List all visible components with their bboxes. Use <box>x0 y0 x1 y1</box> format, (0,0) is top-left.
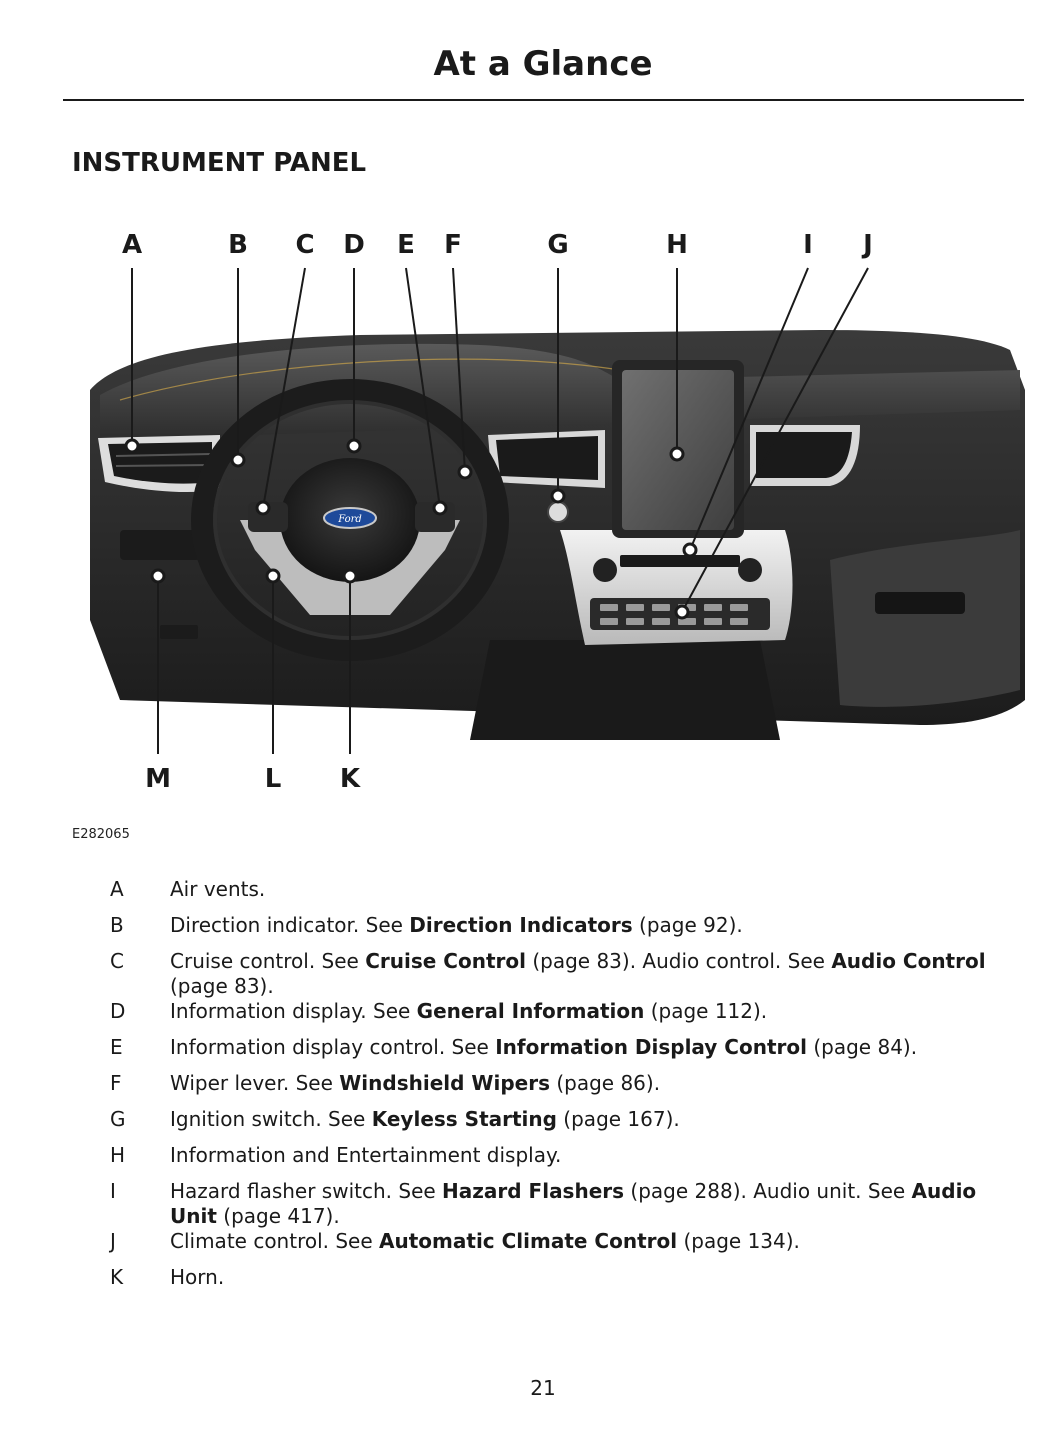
legend-item <box>100 1143 1030 1179</box>
instrument-panel-figure <box>60 220 1040 820</box>
title-rule <box>63 99 1024 101</box>
legend-item <box>100 1229 1030 1265</box>
callout-e: E <box>397 230 415 260</box>
legend-description <box>170 1179 1030 1229</box>
ignition-button <box>548 502 568 522</box>
page-title: At a Glance <box>433 44 653 84</box>
legend-text-span: Air vents. <box>170 877 266 901</box>
callout-i: I <box>803 230 813 260</box>
legend-text-span: (page 134). <box>677 1229 800 1253</box>
legend-text-span: Direction indicator. See <box>170 913 410 937</box>
cross-reference: Keyless Starting <box>371 1107 557 1131</box>
legend-description <box>170 1229 1030 1254</box>
legend-item <box>100 1107 1030 1143</box>
cross-reference: Automatic Climate Control <box>379 1229 678 1253</box>
legend-description <box>170 1035 1030 1060</box>
callout-k: K <box>339 764 361 794</box>
callout-l: L <box>264 764 282 794</box>
section-heading: INSTRUMENT PANEL <box>72 148 367 178</box>
legend-text-span: Hazard flasher switch. See <box>170 1179 443 1203</box>
legend-text-span: (page 288). Audio unit. See <box>624 1179 912 1203</box>
legend-description <box>170 877 1030 902</box>
callout-b: B <box>228 230 248 260</box>
legend-key: K <box>110 1265 124 1289</box>
legend-text-span: Information and Entertainment display. <box>170 1143 562 1167</box>
glovebox-handle <box>875 592 965 614</box>
legend-description <box>170 1107 1030 1132</box>
legend-description <box>170 1071 1030 1096</box>
legend-text-span: (page 417). <box>216 1204 340 1228</box>
legend-text-span: (page 167). <box>556 1107 680 1131</box>
cross-reference: Audio Unit <box>170 1179 977 1228</box>
callout-f: F <box>444 230 462 260</box>
legend-key: C <box>110 949 124 973</box>
legend-text-span: (page 83). <box>170 974 274 998</box>
cross-reference: Direction Indicators <box>409 913 633 937</box>
legend-text-span: (page 83). Audio control. See <box>525 949 832 973</box>
cross-reference: Audio Control <box>831 949 986 973</box>
page-number: 21 <box>530 1376 556 1400</box>
legend-key: E <box>110 1035 123 1059</box>
legend-key: B <box>110 913 124 937</box>
legend-key: A <box>110 877 124 901</box>
callout-j: J <box>863 230 873 260</box>
legend-list <box>100 877 1030 1301</box>
legend-description <box>170 949 1030 999</box>
legend-key: J <box>110 1229 116 1253</box>
cross-reference: Cruise Control <box>365 949 526 973</box>
cross-reference: Hazard Flashers <box>442 1179 625 1203</box>
legend-item <box>100 1071 1030 1107</box>
legend-text-span: Horn. <box>170 1265 225 1289</box>
ford-badge-text: Ford <box>338 514 362 525</box>
legend-key: D <box>110 999 126 1023</box>
legend-text-span: (page 84). <box>807 1035 918 1059</box>
legend-item <box>100 913 1030 949</box>
legend-key: G <box>110 1107 126 1131</box>
legend-item <box>100 1035 1030 1071</box>
callout-d: D <box>343 230 365 260</box>
legend-item <box>100 949 1030 999</box>
center-stack <box>560 530 793 645</box>
figure-id: E282065 <box>72 827 130 842</box>
cross-reference: Information Display Control <box>495 1035 807 1059</box>
legend-text-span: (page 86). <box>549 1071 661 1095</box>
callout-a: A <box>121 230 143 260</box>
legend-key: H <box>110 1143 126 1167</box>
legend-text-span: Ignition switch. See <box>170 1107 372 1131</box>
legend-text-span: Cruise control. See <box>170 949 366 973</box>
legend-item <box>100 877 1030 913</box>
legend-description <box>170 1143 1030 1168</box>
callout-m: M <box>145 764 171 794</box>
cross-reference: Windshield Wipers <box>339 1071 550 1095</box>
legend-text-span: Information display control. See <box>170 1035 496 1059</box>
legend-description <box>170 913 1030 938</box>
legend-text-span: Climate control. See <box>170 1229 380 1253</box>
cross-reference: General Information <box>416 999 645 1023</box>
legend-text-span: (page 92). <box>632 913 743 937</box>
legend-key: F <box>110 1071 122 1095</box>
legend-description <box>170 1265 1030 1290</box>
legend-description <box>170 999 1030 1024</box>
switch-panel <box>120 530 200 560</box>
legend-item <box>100 1265 1030 1301</box>
legend-text-span: (page 112). <box>644 999 768 1023</box>
legend-item <box>100 999 1030 1035</box>
callout-g: G <box>547 230 569 260</box>
callout-h: H <box>666 230 688 260</box>
legend-item <box>100 1179 1030 1229</box>
callout-c: C <box>295 230 315 260</box>
instrument-panel-illustration <box>60 220 1040 820</box>
legend-key: I <box>110 1179 116 1203</box>
legend-text-span: Information display. See <box>170 999 417 1023</box>
legend-text-span: Wiper lever. See <box>170 1071 340 1095</box>
